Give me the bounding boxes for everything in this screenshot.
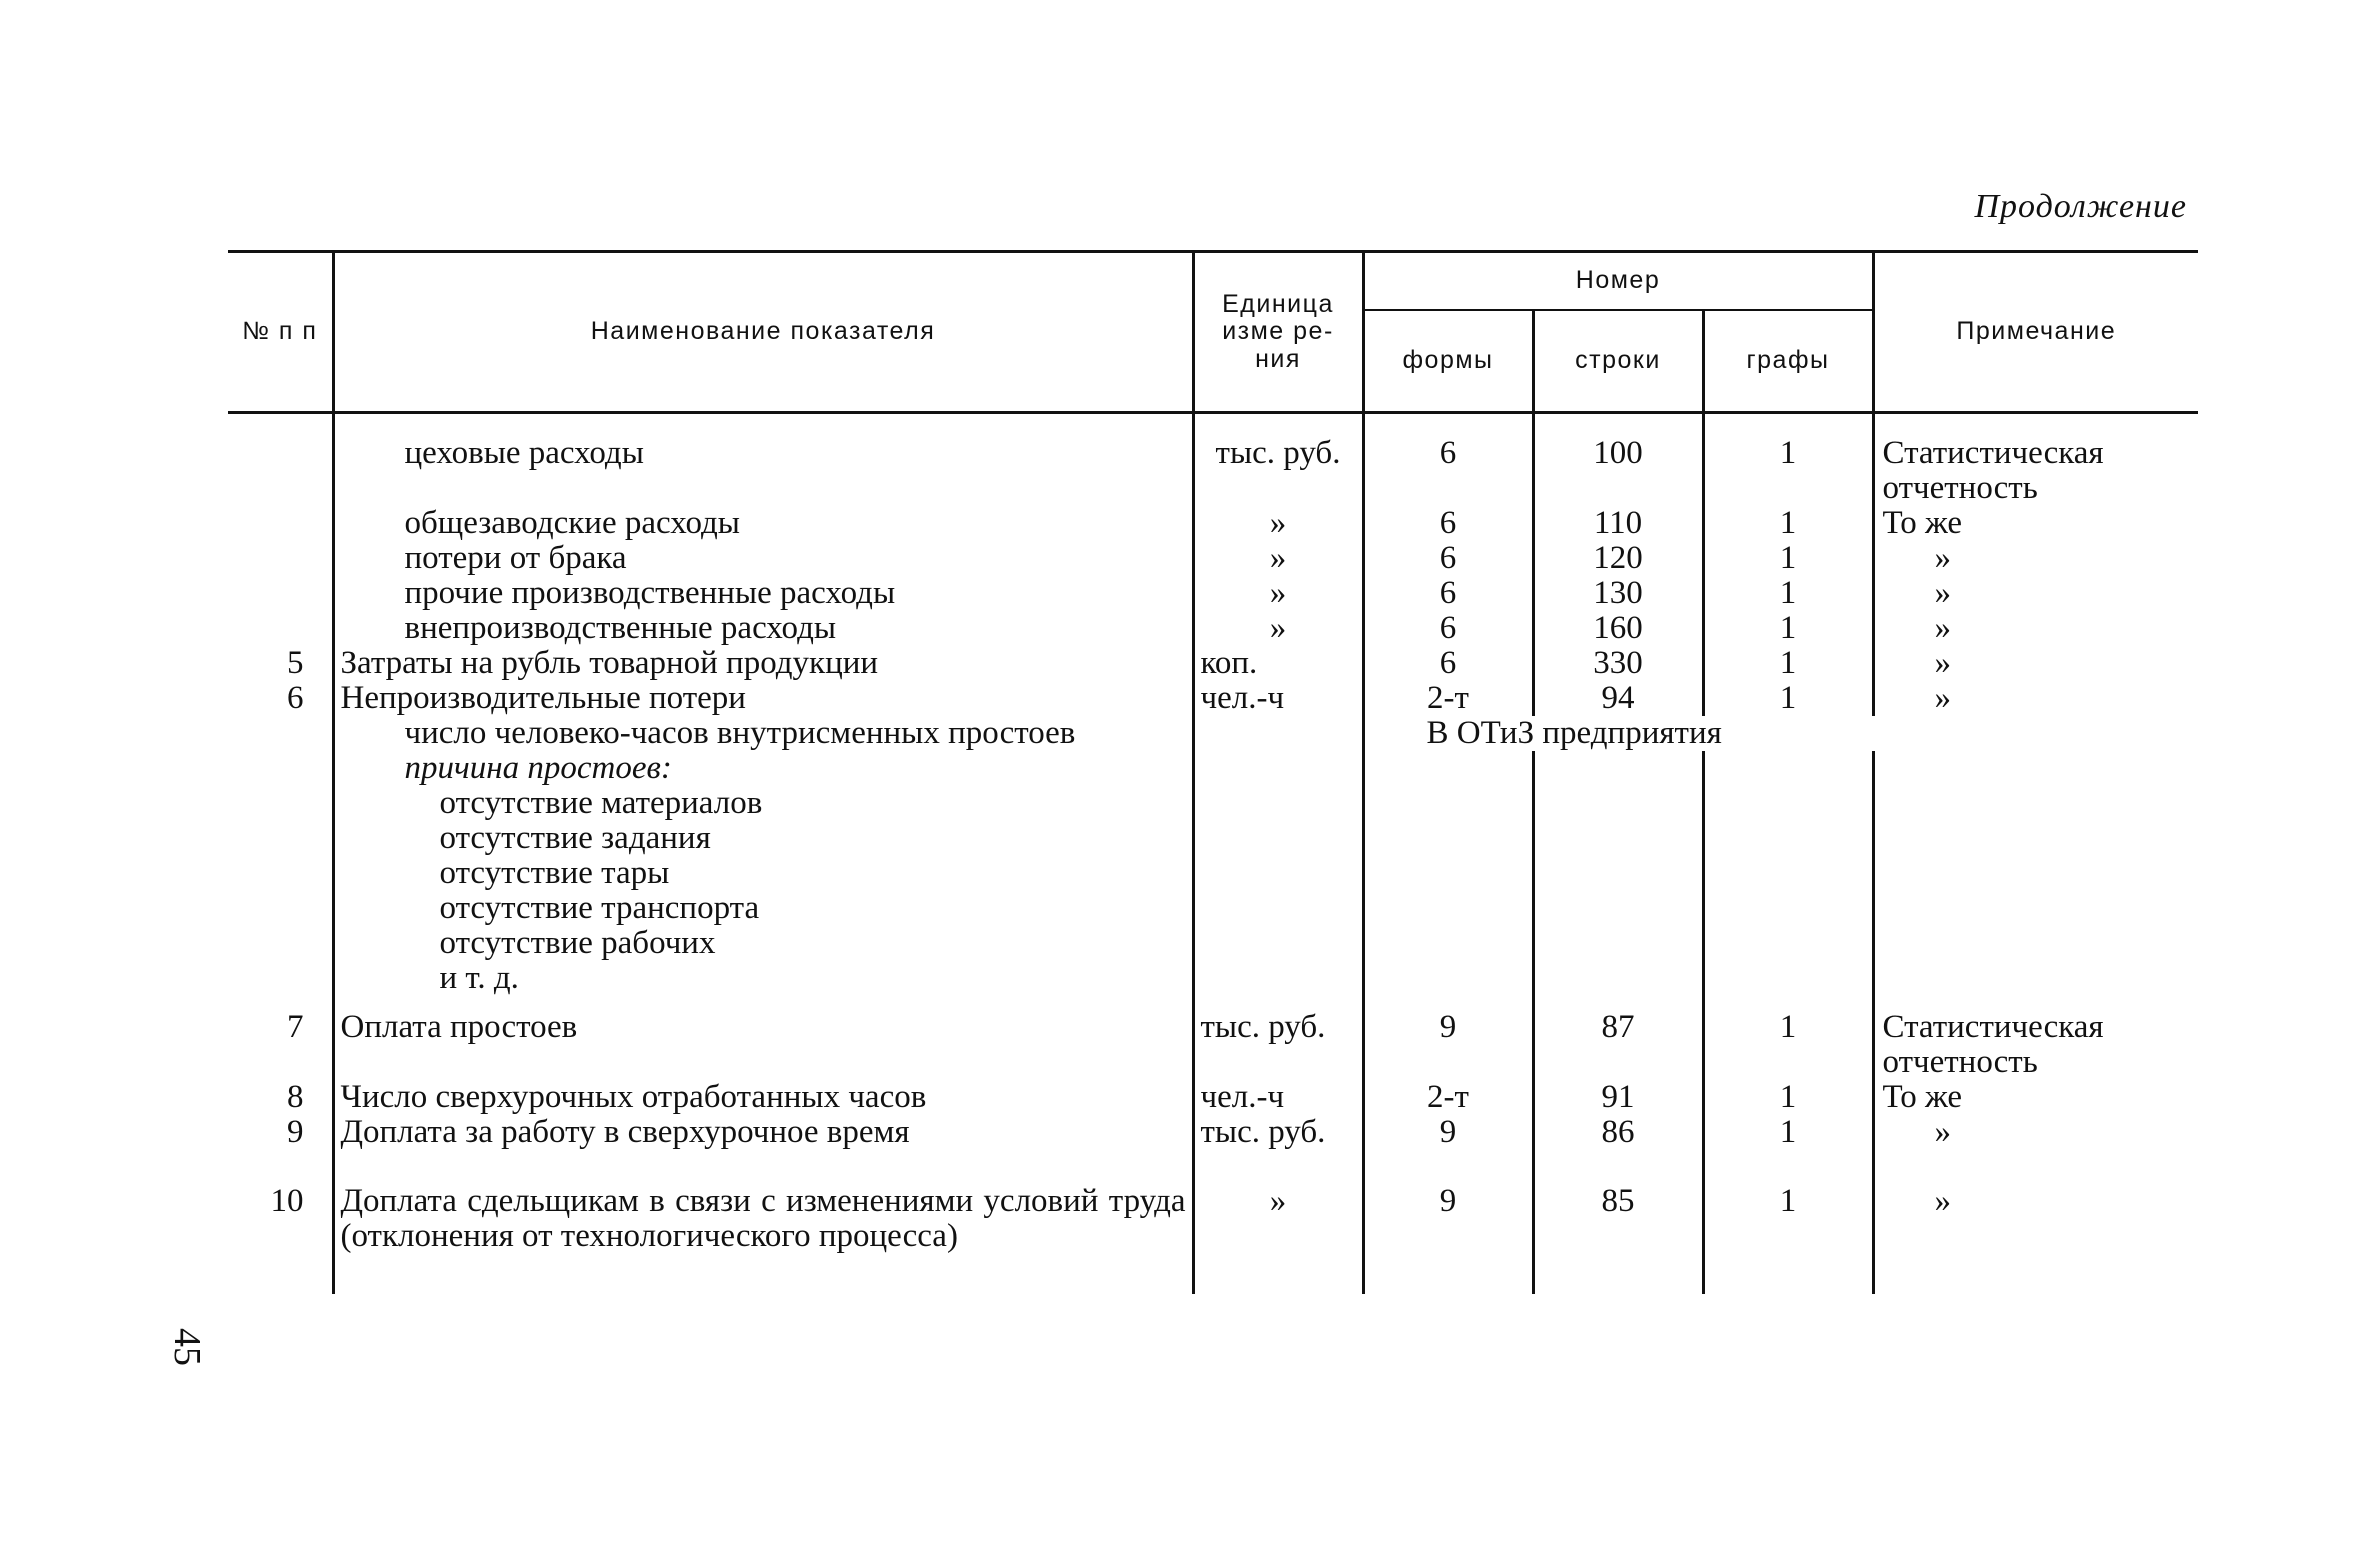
row-column [1703, 751, 1873, 786]
row-name: отсутствие рабочих [333, 926, 1193, 961]
row-num [228, 891, 333, 926]
row-unit: коп. [1193, 646, 1363, 681]
row-num [228, 821, 333, 856]
row-line: 91 [1533, 1080, 1703, 1115]
table-row [228, 1115, 2198, 1150]
header-name: Наименование показателя [333, 252, 1193, 413]
row-name: Непроизводительные потери [333, 681, 1193, 716]
row-unit: » [1193, 541, 1363, 576]
table-row [228, 611, 2198, 646]
table-row [228, 541, 2198, 576]
table-row [228, 926, 2198, 961]
row-note [1873, 926, 2198, 961]
row-form: 6 [1363, 541, 1533, 576]
row-num [228, 541, 333, 576]
row-name: отсутствие задания [333, 821, 1193, 856]
row-line [1533, 926, 1703, 961]
row-line: 160 [1533, 611, 1703, 646]
row-num [228, 786, 333, 821]
row-column: 1 [1703, 506, 1873, 541]
row-form: 6 [1363, 413, 1533, 507]
row-unit: » [1193, 1150, 1363, 1294]
row-column: 1 [1703, 541, 1873, 576]
table-row [228, 821, 2198, 856]
row-form: 6 [1363, 611, 1533, 646]
row-num [228, 413, 333, 507]
row-form [1363, 751, 1533, 786]
row-unit [1193, 751, 1363, 786]
row-num [228, 576, 333, 611]
row-unit: тыс. руб. [1193, 996, 1363, 1080]
row-num: 5 [287, 645, 304, 681]
row-note: То же [1873, 1080, 2198, 1115]
row-column: 1 [1703, 996, 1873, 1080]
row-name: и т. д. [333, 961, 1193, 996]
row-name: отсутствие материалов [333, 786, 1193, 821]
indicators-table [228, 250, 2198, 1294]
row-name: общезаводские расходы [333, 506, 1193, 541]
row-line: 120 [1533, 541, 1703, 576]
row-line: 85 [1533, 1150, 1703, 1294]
row-name: причина простоев: [333, 751, 1193, 786]
row-column: 1 [1703, 681, 1873, 716]
continuation-label: Продолжение [1974, 188, 2187, 225]
row-num: 6 [287, 680, 304, 716]
row-form [1363, 961, 1533, 996]
row-column [1703, 961, 1873, 996]
table-row [228, 961, 2198, 996]
table-row [228, 716, 2198, 751]
row-name: отсутствие тары [333, 856, 1193, 891]
row-form [1363, 891, 1533, 926]
table-row [228, 996, 2198, 1080]
row-note: » [1873, 541, 2198, 576]
table-row [228, 681, 2198, 716]
row-form [1363, 786, 1533, 821]
header-line: строки [1533, 310, 1703, 413]
row-name: Доплата сдельщикам в связи с изменениями условий труда (отклонения от технологического процесса) [333, 1150, 1193, 1294]
table-row [228, 891, 2198, 926]
row-form [1363, 856, 1533, 891]
row-note [1873, 891, 2198, 926]
row-column: 1 [1703, 1150, 1873, 1294]
row-unit: чел.-ч [1193, 1080, 1363, 1115]
row-line: 94 [1533, 681, 1703, 716]
row-num [228, 716, 333, 751]
row-note: Статистическая отчетность [1873, 413, 2198, 507]
row-form: 6 [1363, 576, 1533, 611]
row-column [1703, 856, 1873, 891]
row-unit: тыс. руб. [1193, 1115, 1363, 1150]
row-line: 86 [1533, 1115, 1703, 1150]
row-form: 2-т [1363, 681, 1533, 716]
row-form: 6 [1363, 646, 1533, 681]
row-num: 9 [287, 1114, 304, 1150]
row-unit: чел.-ч [1193, 681, 1363, 716]
table-row [228, 1150, 2198, 1294]
row-name: прочие производственные расходы [333, 576, 1193, 611]
header-nomer: Номер [1363, 252, 1873, 311]
row-num [228, 961, 333, 996]
row-num [228, 506, 333, 541]
row-span-note: В ОТиЗ предприятия [1363, 716, 2198, 751]
row-line [1533, 821, 1703, 856]
row-num [228, 856, 333, 891]
row-column [1703, 821, 1873, 856]
row-form [1363, 821, 1533, 856]
row-note [1873, 751, 2198, 786]
row-unit [1193, 786, 1363, 821]
row-unit [1193, 821, 1363, 856]
row-num: 8 [287, 1079, 304, 1115]
table-row [228, 576, 2198, 611]
row-column: 1 [1703, 1080, 1873, 1115]
row-note: » [1873, 681, 2198, 716]
row-unit [1193, 961, 1363, 996]
row-note: » [1873, 1115, 2198, 1150]
row-line [1533, 891, 1703, 926]
row-form: 6 [1363, 506, 1533, 541]
row-line: 100 [1533, 413, 1703, 507]
row-num [228, 926, 333, 961]
row-unit: » [1193, 506, 1363, 541]
row-note [1873, 961, 2198, 996]
row-note: » [1873, 646, 2198, 681]
row-unit: » [1193, 576, 1363, 611]
row-form: 9 [1363, 1150, 1533, 1294]
row-line: 110 [1533, 506, 1703, 541]
row-num [228, 751, 333, 786]
row-note: » [1873, 611, 2198, 646]
row-unit: » [1193, 611, 1363, 646]
row-num [228, 611, 333, 646]
row-name: Доплата за работу в сверхурочное время [333, 1115, 1193, 1150]
table-body [228, 413, 2198, 1295]
row-num: 10 [270, 1183, 304, 1219]
row-name: внепроизводственные расходы [333, 611, 1193, 646]
row-note [1873, 821, 2198, 856]
row-note: То же [1873, 506, 2198, 541]
page-number: 45 [166, 1328, 208, 1366]
table-row [228, 506, 2198, 541]
row-name: число человеко-часов внутрисменных простоев [333, 716, 1193, 751]
row-num: 7 [287, 1009, 304, 1045]
row-column [1703, 786, 1873, 821]
row-name: Затраты на рубль товарной продукции [333, 646, 1193, 681]
row-line: 130 [1533, 576, 1703, 611]
row-line [1533, 856, 1703, 891]
table-row [228, 413, 2198, 507]
row-form: 9 [1363, 1115, 1533, 1150]
row-unit [1193, 716, 1363, 751]
row-line [1533, 961, 1703, 996]
row-note [1873, 786, 2198, 821]
row-note [1873, 856, 2198, 891]
row-name: отсутствие транспорта [333, 891, 1193, 926]
header-form: формы [1363, 310, 1533, 413]
row-column: 1 [1703, 611, 1873, 646]
row-name: Число сверхурочных отработанных часов [333, 1080, 1193, 1115]
row-line [1533, 751, 1703, 786]
row-name: цеховые расходы [333, 413, 1193, 507]
table-row [228, 646, 2198, 681]
row-note: Статистическая отчетность [1873, 996, 2198, 1080]
row-line: 87 [1533, 996, 1703, 1080]
row-form: 2-т [1363, 1080, 1533, 1115]
row-column [1703, 891, 1873, 926]
row-note: » [1873, 576, 2198, 611]
row-line [1533, 786, 1703, 821]
header-num: № п п [242, 317, 318, 346]
row-column: 1 [1703, 576, 1873, 611]
table-header [228, 252, 2198, 413]
table-row [228, 856, 2198, 891]
row-column: 1 [1703, 1115, 1873, 1150]
row-name: Оплата простоев [333, 996, 1193, 1080]
header-column: графы [1703, 310, 1873, 413]
row-name: потери от брака [333, 541, 1193, 576]
table-row [228, 1080, 2198, 1115]
header-unit: Единица изме ре-ния [1193, 252, 1363, 413]
table-row [228, 751, 2198, 786]
row-unit [1193, 891, 1363, 926]
row-column: 1 [1703, 646, 1873, 681]
row-form [1363, 926, 1533, 961]
header-note: Примечание [1873, 252, 2198, 413]
table-row [228, 786, 2198, 821]
row-note: » [1873, 1150, 2198, 1294]
row-column: 1 [1703, 413, 1873, 507]
row-line: 330 [1533, 646, 1703, 681]
row-column [1703, 926, 1873, 961]
row-unit [1193, 856, 1363, 891]
row-form: 9 [1363, 996, 1533, 1080]
row-unit [1193, 926, 1363, 961]
row-unit: тыс. руб. [1193, 413, 1363, 507]
